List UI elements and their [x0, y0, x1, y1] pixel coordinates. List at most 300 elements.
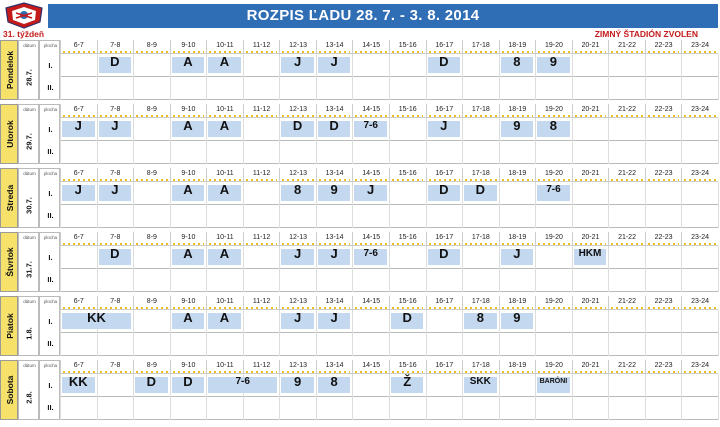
- hour-header: [462, 104, 499, 118]
- ice-slot-label[interactable]: J: [513, 246, 521, 261]
- quarter-ticks: [429, 371, 461, 373]
- ice-slot-label[interactable]: A: [183, 246, 193, 261]
- column-divider: [243, 182, 244, 228]
- quarter-ticks: [538, 51, 570, 53]
- column-divider: [608, 118, 609, 164]
- hour-label: 12-13: [289, 42, 308, 49]
- hour-label: 12-13: [289, 170, 308, 177]
- part-label: I.: [48, 189, 53, 198]
- quarter-ticks: [100, 307, 132, 309]
- quarter-ticks: [684, 371, 716, 373]
- column-divider: [572, 374, 573, 420]
- quarter-ticks: [648, 115, 680, 117]
- day-cell: [0, 40, 18, 100]
- hour-label: 14-15: [362, 170, 381, 177]
- quarter-ticks: [355, 51, 387, 53]
- hour-label: 11-12: [252, 234, 271, 241]
- slot-grid: [60, 182, 718, 228]
- hour-header: [60, 232, 97, 246]
- hour-header: [645, 360, 682, 374]
- hour-header: [681, 232, 718, 246]
- column-divider: [133, 246, 134, 292]
- column-divider: [681, 246, 682, 292]
- quarter-ticks: [611, 51, 643, 53]
- hour-label: 13-14: [325, 42, 344, 49]
- hour-label: 8-9: [146, 298, 157, 305]
- hour-header: [279, 296, 316, 310]
- hour-label: 23-24: [691, 42, 710, 49]
- column-divider: [608, 54, 609, 100]
- quarter-ticks: [282, 371, 314, 373]
- quarter-ticks: [392, 179, 424, 181]
- hour-header: [133, 168, 170, 182]
- hour-label: 18-19: [508, 170, 527, 177]
- ice-slot-label[interactable]: D: [439, 54, 449, 69]
- hour-header: [426, 232, 463, 246]
- quarter-ticks: [429, 243, 461, 245]
- hour-label: 14-15: [362, 234, 381, 241]
- quarter-ticks: [465, 179, 497, 181]
- hour-header: [206, 296, 243, 310]
- hour-header: [426, 296, 463, 310]
- hour-header: [681, 168, 718, 182]
- hour-header: [133, 104, 170, 118]
- hour-header: [499, 232, 536, 246]
- hour-label: 8-9: [146, 106, 157, 113]
- ice-slot-label[interactable]: A: [183, 118, 193, 133]
- quarter-ticks: [136, 115, 168, 117]
- quarter-ticks: [684, 307, 716, 309]
- day-cell: [0, 232, 18, 292]
- ice-slot-label[interactable]: 9: [330, 182, 338, 197]
- ice-slot-label[interactable]: J: [367, 182, 375, 197]
- hour-header: [97, 168, 134, 182]
- hour-header: [608, 168, 645, 182]
- hour-header-row: [60, 232, 718, 246]
- column-divider: [718, 182, 719, 228]
- day-name: Sobota: [5, 375, 15, 405]
- hour-label: 15-16: [398, 170, 417, 177]
- ice-slot-label[interactable]: D: [329, 118, 339, 133]
- quarter-ticks: [538, 115, 570, 117]
- ice-slot-label[interactable]: 8: [330, 374, 338, 389]
- day-name: Štvrtok: [5, 247, 15, 277]
- column-divider: [133, 310, 134, 356]
- part-label: I.: [48, 317, 53, 326]
- part-label: II.: [47, 211, 54, 220]
- column-divider: [572, 118, 573, 164]
- column-divider: [681, 54, 682, 100]
- part-cell: [39, 360, 60, 420]
- quarter-ticks: [355, 179, 387, 181]
- ice-slot-label[interactable]: J: [330, 54, 338, 69]
- hour-header: [681, 40, 718, 54]
- hour-label: 9-10: [181, 42, 196, 49]
- week-label: 31. týždeň: [3, 29, 45, 39]
- hour-header: [645, 296, 682, 310]
- column-divider: [389, 118, 390, 164]
- hour-header: [352, 232, 389, 246]
- quarter-ticks: [209, 115, 241, 117]
- hour-label: 11-12: [252, 42, 271, 49]
- hour-header: [535, 40, 572, 54]
- hour-label: 13-14: [325, 362, 344, 369]
- hour-label: 23-24: [691, 234, 710, 241]
- column-divider: [352, 374, 353, 420]
- part-header: plocha: [43, 235, 58, 240]
- ice-slot-label[interactable]: D: [402, 310, 412, 325]
- hour-label: 11-12: [252, 298, 271, 305]
- date-header: dátum: [23, 43, 36, 48]
- quarter-ticks: [246, 115, 278, 117]
- column-divider: [389, 182, 390, 228]
- part-label: I.: [48, 253, 53, 262]
- ice-slot-label[interactable]: 8: [513, 54, 521, 69]
- column-divider: [352, 310, 353, 356]
- hour-header: [243, 40, 280, 54]
- ice-slot-label[interactable]: D: [110, 54, 120, 69]
- hour-header: [681, 296, 718, 310]
- ice-slot-label[interactable]: 7-6: [363, 120, 378, 131]
- hour-header: [681, 360, 718, 374]
- quarter-ticks: [319, 371, 351, 373]
- ice-slot-label[interactable]: J: [74, 118, 82, 133]
- quarter-ticks: [465, 307, 497, 309]
- quarter-ticks: [611, 307, 643, 309]
- hour-label: 22-23: [654, 42, 673, 49]
- quarter-ticks: [136, 243, 168, 245]
- quarter-ticks: [173, 179, 205, 181]
- ice-slot-label[interactable]: J: [293, 54, 302, 69]
- hour-label: 8-9: [146, 42, 157, 49]
- quarter-ticks: [502, 179, 534, 181]
- hour-label: 11-12: [252, 170, 271, 177]
- quarter-ticks: [465, 371, 497, 373]
- hour-label: 21-22: [618, 234, 636, 241]
- quarter-ticks: [502, 243, 534, 245]
- hour-label: 11-12: [252, 362, 271, 369]
- hour-header: [60, 168, 97, 182]
- hour-label: 6-7: [73, 362, 84, 369]
- hour-label: 14-15: [362, 298, 381, 305]
- hour-label: 14-15: [362, 106, 381, 113]
- column-divider: [645, 54, 646, 100]
- hour-label: 10-11: [216, 362, 234, 369]
- hour-label: 23-24: [691, 362, 710, 369]
- hour-header-row: [60, 40, 718, 54]
- ice-slot-label[interactable]: 7-6: [363, 248, 378, 259]
- hour-header: [170, 40, 207, 54]
- ice-slot-label[interactable]: 8: [476, 310, 484, 325]
- quarter-ticks: [684, 243, 716, 245]
- hour-header: [279, 360, 316, 374]
- hour-header-row: [60, 168, 718, 182]
- hour-header: [243, 296, 280, 310]
- hour-header: [60, 360, 97, 374]
- hour-label: 22-23: [654, 106, 673, 113]
- ice-slot-label[interactable]: KK: [87, 310, 106, 325]
- part-header: plocha: [43, 43, 58, 48]
- hour-header: [426, 360, 463, 374]
- column-divider: [389, 246, 390, 292]
- ice-slot-label[interactable]: A: [183, 182, 193, 197]
- ice-slot-label[interactable]: J: [440, 118, 448, 133]
- ice-slot-label[interactable]: 7-6: [235, 376, 250, 387]
- quarter-ticks: [319, 115, 351, 117]
- ice-slot-label[interactable]: SKK: [469, 376, 491, 387]
- ice-slot-label[interactable]: 8: [293, 182, 302, 197]
- ice-slot-label[interactable]: J: [111, 118, 119, 133]
- ice-slot-label[interactable]: BARÓNI: [539, 378, 568, 385]
- ice-slot-label[interactable]: HKM: [578, 248, 602, 259]
- ice-slot-label[interactable]: A: [219, 54, 230, 69]
- hour-header: [133, 296, 170, 310]
- ice-slot-label[interactable]: 7-6: [546, 184, 561, 195]
- hour-label: 15-16: [398, 42, 417, 49]
- ice-slot-label[interactable]: A: [219, 246, 230, 261]
- column-divider: [718, 118, 719, 164]
- hour-header: [316, 232, 353, 246]
- quarter-ticks: [173, 115, 205, 117]
- hour-header: [462, 168, 499, 182]
- hour-label: 18-19: [508, 234, 527, 241]
- hour-label: 9-10: [181, 170, 196, 177]
- hour-header: [133, 232, 170, 246]
- hour-label: 17-18: [471, 234, 490, 241]
- quarter-ticks: [100, 115, 132, 117]
- ice-slot-label[interactable]: J: [293, 246, 302, 261]
- part-label: II.: [47, 339, 54, 348]
- hour-label: 6-7: [73, 106, 84, 113]
- part-label: II.: [47, 275, 54, 284]
- hour-label: 13-14: [325, 170, 344, 177]
- hour-header: [316, 296, 353, 310]
- ice-slot-label[interactable]: J: [111, 182, 119, 197]
- hour-header: [608, 232, 645, 246]
- hour-label: 20-21: [581, 298, 600, 305]
- part-cell: [39, 296, 60, 356]
- column-divider: [243, 54, 244, 100]
- hour-label: 13-14: [325, 106, 344, 113]
- hour-label: 16-17: [435, 298, 454, 305]
- column-divider: [426, 374, 427, 420]
- hour-label: 12-13: [289, 234, 308, 241]
- date-cell: [18, 360, 39, 420]
- part-cell: [39, 232, 60, 292]
- quarter-ticks: [319, 179, 351, 181]
- quarter-ticks: [173, 371, 205, 373]
- quarter-ticks: [465, 51, 497, 53]
- quarter-ticks: [136, 179, 168, 181]
- hour-header: [572, 360, 609, 374]
- day-cell: [0, 296, 18, 356]
- part-header: plocha: [43, 299, 58, 304]
- column-divider: [681, 374, 682, 420]
- hour-header: [97, 360, 134, 374]
- quarter-ticks: [173, 243, 205, 245]
- hour-header: [243, 104, 280, 118]
- hour-label: 14-15: [362, 362, 381, 369]
- ice-slot-label[interactable]: D: [183, 374, 193, 389]
- hour-header: [462, 40, 499, 54]
- ice-slot-label[interactable]: 9: [293, 374, 302, 389]
- hour-label: 10-11: [216, 170, 234, 177]
- column-divider: [681, 182, 682, 228]
- hour-label: 16-17: [435, 362, 454, 369]
- day-block: [0, 104, 720, 164]
- hour-header: [243, 168, 280, 182]
- slot-grid: [60, 374, 718, 420]
- ice-slot-label[interactable]: J: [293, 310, 302, 325]
- date-header: dátum: [23, 363, 36, 368]
- hour-header: [535, 232, 572, 246]
- hour-label: 19-20: [544, 42, 563, 49]
- hour-header: [133, 360, 170, 374]
- hour-label: 22-23: [654, 234, 673, 241]
- quarter-ticks: [355, 307, 387, 309]
- hour-header: [389, 232, 426, 246]
- column-divider: [389, 54, 390, 100]
- hour-label: 17-18: [471, 106, 490, 113]
- hour-label: 7-8: [110, 42, 121, 49]
- ice-slot-label[interactable]: KK: [68, 374, 88, 389]
- quarter-ticks: [538, 307, 570, 309]
- ice-slot-label[interactable]: D: [292, 118, 303, 133]
- part-cell: [39, 168, 60, 228]
- quarter-ticks: [575, 115, 607, 117]
- quarter-ticks: [611, 179, 643, 181]
- hour-header: [316, 104, 353, 118]
- venue-label: ZIMNÝ ŠTADIÓN ZVOLEN: [594, 29, 698, 39]
- date-value: 1.8.: [24, 327, 34, 340]
- hour-label: 15-16: [398, 234, 417, 241]
- hour-header: [352, 104, 389, 118]
- date-value: 30.7.: [24, 197, 34, 214]
- quarter-ticks: [355, 243, 387, 245]
- hour-label: 7-8: [110, 170, 121, 177]
- hour-label: 7-8: [110, 362, 121, 369]
- quarter-ticks: [136, 307, 168, 309]
- quarter-ticks: [465, 115, 497, 117]
- hour-label: 7-8: [110, 234, 121, 241]
- hour-header: [206, 232, 243, 246]
- hour-header: [681, 104, 718, 118]
- quarter-ticks: [648, 243, 680, 245]
- hour-label: 23-24: [691, 298, 710, 305]
- hour-header: [243, 360, 280, 374]
- ice-slot-label[interactable]: A: [183, 54, 193, 69]
- ice-slot-label[interactable]: 9: [513, 118, 521, 133]
- ice-slot-label[interactable]: D: [475, 182, 486, 197]
- hour-label: 23-24: [691, 106, 710, 113]
- hour-header: [170, 168, 207, 182]
- hour-header: [97, 232, 134, 246]
- column-divider: [243, 310, 244, 356]
- column-divider: [572, 182, 573, 228]
- ice-slot-label[interactable]: A: [183, 310, 193, 325]
- quarter-ticks: [63, 51, 95, 53]
- date-cell: [18, 40, 39, 100]
- hour-label: 15-16: [398, 362, 417, 369]
- ice-slot-label[interactable]: A: [219, 310, 230, 325]
- hour-header: [535, 168, 572, 182]
- hour-header: [352, 296, 389, 310]
- ice-slot-label[interactable]: 9: [513, 310, 521, 325]
- quarter-ticks: [502, 115, 534, 117]
- ice-slot-label[interactable]: D: [146, 374, 157, 389]
- column-divider: [718, 310, 719, 356]
- column-divider: [499, 374, 500, 420]
- date-header: dátum: [23, 299, 36, 304]
- column-divider: [718, 374, 719, 420]
- ice-slot-label[interactable]: D: [439, 182, 449, 197]
- ice-slot-label[interactable]: J: [330, 310, 338, 325]
- hour-label: 20-21: [581, 42, 600, 49]
- quarter-ticks: [684, 115, 716, 117]
- ice-slot-label[interactable]: A: [219, 118, 230, 133]
- hour-header: [60, 296, 97, 310]
- hour-label: 11-12: [252, 106, 271, 113]
- part-label: II.: [47, 147, 54, 156]
- quarter-ticks: [355, 115, 387, 117]
- date-header: dátum: [23, 171, 36, 176]
- quarter-ticks: [611, 243, 643, 245]
- hour-label: 17-18: [471, 170, 490, 177]
- column-divider: [243, 118, 244, 164]
- quarter-ticks: [684, 51, 716, 53]
- hour-label: 18-19: [508, 362, 527, 369]
- quarter-ticks: [246, 51, 278, 53]
- hour-label: 10-11: [216, 42, 234, 49]
- ice-slot-label[interactable]: D: [110, 246, 120, 261]
- hour-label: 10-11: [216, 298, 234, 305]
- column-divider: [352, 54, 353, 100]
- quarter-ticks: [63, 179, 95, 181]
- ice-slot-label[interactable]: 8: [549, 118, 558, 133]
- hour-header: [279, 232, 316, 246]
- quarter-ticks: [63, 371, 95, 373]
- ice-slot-label[interactable]: D: [439, 246, 449, 261]
- hour-label: 8-9: [146, 234, 157, 241]
- quarter-ticks: [392, 307, 424, 309]
- hour-header: [97, 40, 134, 54]
- hour-header: [499, 168, 536, 182]
- date-value: 2.8.: [24, 391, 34, 404]
- ice-slot-label[interactable]: J: [330, 246, 338, 261]
- column-divider: [535, 310, 536, 356]
- ice-slot-label[interactable]: Ž: [403, 374, 412, 389]
- quarter-ticks: [100, 51, 132, 53]
- hour-label: 12-13: [289, 106, 308, 113]
- hour-label: 18-19: [508, 42, 527, 49]
- hour-header: [352, 168, 389, 182]
- ice-slot-label[interactable]: A: [219, 182, 230, 197]
- day-name: Pondelok: [5, 50, 15, 90]
- quarter-ticks: [648, 51, 680, 53]
- ice-slot-label[interactable]: 9: [549, 54, 558, 69]
- hour-header: [316, 168, 353, 182]
- hour-label: 20-21: [581, 362, 600, 369]
- hour-header: [170, 360, 207, 374]
- hour-label: 13-14: [325, 298, 344, 305]
- day-block: [0, 40, 720, 100]
- quarter-ticks: [575, 51, 607, 53]
- quarter-ticks: [575, 307, 607, 309]
- quarter-ticks: [575, 371, 607, 373]
- quarter-ticks: [611, 115, 643, 117]
- quarter-ticks: [246, 307, 278, 309]
- ice-slot-label[interactable]: J: [74, 182, 82, 197]
